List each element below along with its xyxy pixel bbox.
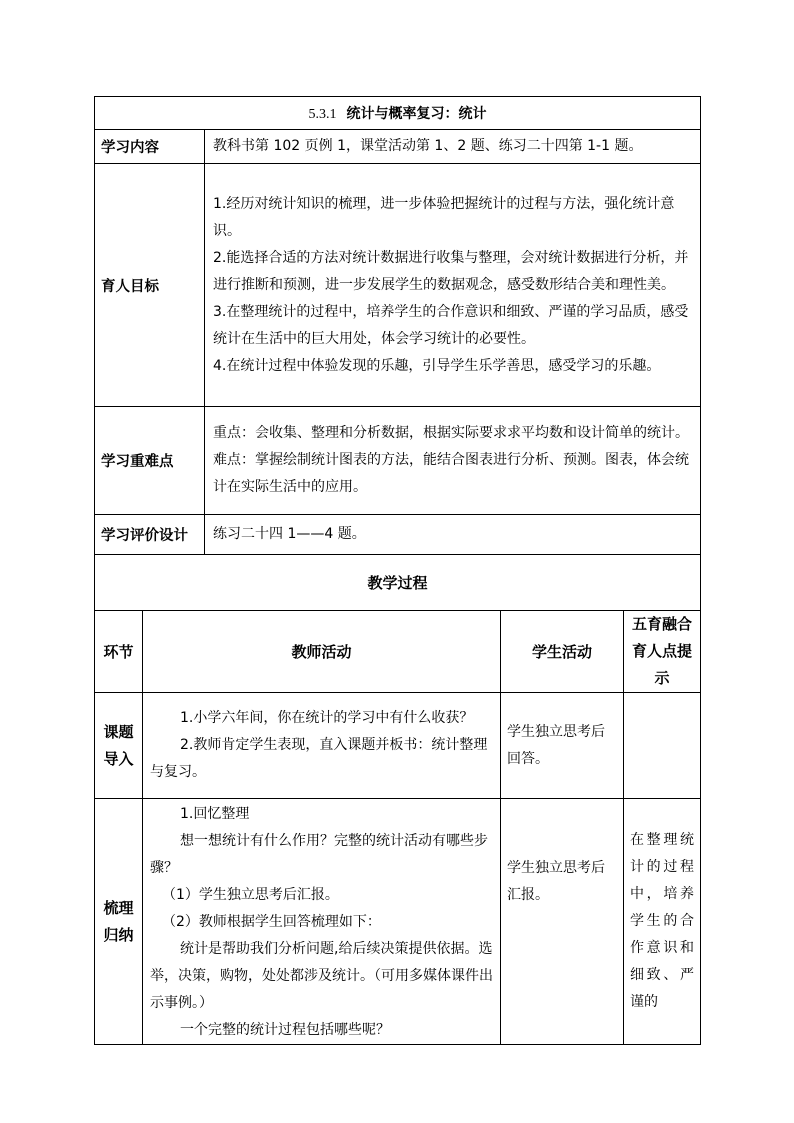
evaluation-label: 学习评价设计 [95,515,205,555]
teacher-step: 想一想统计有什么作用？完整的统计活动有哪些步骤？ [150,833,488,876]
teacher-step: （2）教师根据学生回答梳理如下： [162,914,381,930]
teacher-activity [143,799,501,1045]
evaluation-row [95,515,701,555]
goal-item: 4.在统计过程中体验发现的乐趣，引导学生乐学善思，感受学习的乐趣。 [213,357,661,374]
lesson-plan-page [94,96,700,1038]
content-value: 教科书第 102 页例 1，课堂活动第 1、2 题、练习二十四第 1-1 题。 [205,130,701,164]
column-student: 学生活动 [501,611,624,693]
goal-item: 1.经历对统计知识的梳理，进一步体验把握统计的过程与方法，强化统计意识。 [213,195,675,239]
teacher-step: 2.教师肯定学生表现，直入课题并板书：统计整理与复习。 [150,737,488,780]
teacher-step: 1.回忆整理 [180,806,250,822]
student-activity: 学生独立思考后汇报。 [501,799,624,1045]
key-points-list [205,407,701,515]
tip-cell: 在整理统计的过程中，培养学生的合作意识和细致、严谨的 [624,799,701,1045]
difficult-point: 难点：掌握绘制统计图表的方法，能结合图表进行分析、预测。图表，体会统计在实际生活中的应用。 [213,452,689,495]
page-title [95,97,701,130]
goal-item: 2.能选择合适的方法对统计数据进行收集与整理，会对统计数据进行分析，并进行推断和预测，进一步发展学生的数据观念，感受数形结合美和理性美。 [213,249,689,293]
evaluation-value: 练习二十四 1——4 题。 [205,515,701,555]
column-stage: 环节 [95,611,143,693]
goals-row [95,164,701,407]
teacher-activity [143,693,501,799]
lesson-plan-table [94,96,701,1045]
process-heading: 教学过程 [95,555,701,611]
column-teacher: 教师活动 [143,611,501,693]
teacher-step: 1.小学六年间，你在统计的学习中有什么收获？ [180,710,474,726]
content-row [95,130,701,164]
student-activity: 学生独立思考后回答。 [501,693,624,799]
stage-name: 课题导入 [95,693,143,799]
column-header-row [95,611,701,693]
tip-cell [624,693,701,799]
process-heading-row [95,555,701,611]
title-number: 5.3.1 [308,107,337,122]
stage-row-intro [95,693,701,799]
stage-name: 梳理归纳 [95,799,143,1045]
stage-row-review [95,799,701,1045]
goal-item: 3.在整理统计的过程中，培养学生的合作意识和细致、严谨的学习品质，感受统计在生活中的巨大用处，体会学习统计的必要性。 [213,303,689,347]
goals-label: 育人目标 [95,164,205,407]
key-points-row [95,407,701,515]
title-row [95,97,701,130]
content-label: 学习内容 [95,130,205,164]
teacher-step: 一个完整的统计过程包括哪些呢？ [180,1022,390,1038]
key-point: 重点：会收集、整理和分析数据，根据实际要求求平均数和设计简单的统计。 [213,425,689,441]
teacher-step: （1）学生独立思考后汇报。 [162,887,339,903]
key-points-label: 学习重难点 [95,407,205,515]
goals-list [205,164,701,407]
column-tip: 五育融合育人点提示 [624,611,701,693]
teacher-step: 统计是帮助我们分析问题,给后续决策提供依据。选举，决策，购物，处处都涉及统计。（可用多媒体课件出示事例。） [150,941,493,1011]
title-text: 统计与概率复习：统计 [346,106,487,122]
